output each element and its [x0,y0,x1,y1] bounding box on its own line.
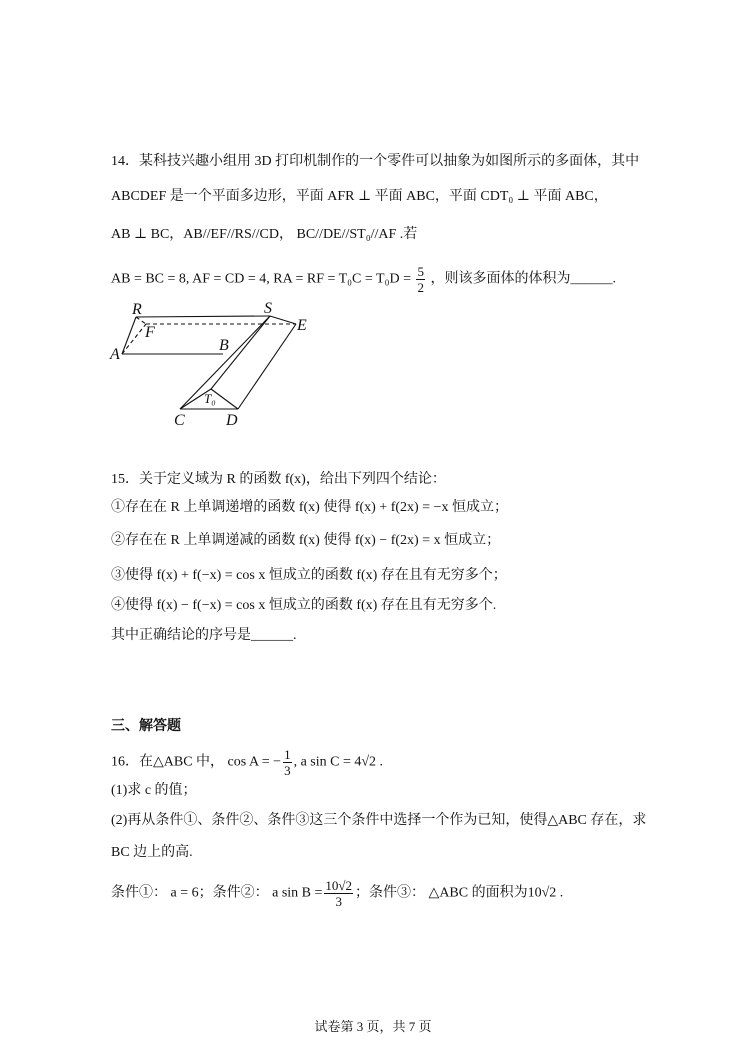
q16-part2b: BC 边上的高. [111,845,193,860]
q16-stem-end: , a sin C = 4√2 . [293,754,384,770]
q14-line4 [111,264,616,295]
q16-part1: (1)求 c 的值； [111,783,197,798]
label-D: D [226,412,238,429]
numerator: 1 [284,747,291,762]
fraction [283,747,292,778]
page-footer: 试卷第 3 页，共 7 页 [314,1019,432,1034]
q15-line1: 15．关于定义域为 R 的函数 f(x)，给出下列四个结论： [111,472,446,487]
q14-question: ，则该多面体的体积为______. [430,271,616,287]
polyhedron-figure [100,295,330,435]
label-F: F [145,324,155,341]
q16-line1 [111,747,383,778]
label-B: B [219,337,229,354]
q15-item3: ③使得 f(x) + f(−x) = cos x 恒成立的函数 f(x) 存在且有无穷多个； [111,568,507,583]
denominator: 2 [417,280,424,295]
label-T0: T₀ [204,391,216,406]
label-E: E [297,317,307,334]
q16-conditions [111,878,563,909]
label-S: S [264,300,272,317]
numerator: 10√2 [325,878,353,893]
denominator: 3 [284,763,291,778]
conditions-end: ；条件③： △ABC 的面积为10√2 . [355,885,564,901]
q14-line3: AB ⊥ BC，AB//EF//RS//CD， BC//DE//ST₀//AF .若 [111,227,418,242]
label-R: R [132,301,142,318]
q14-conditions: AB = BC = 8, AF = CD = 4, RA = RF = T₀C = T₀D = [111,271,411,287]
fraction [416,264,425,295]
q16-stem: 16．在△ABC 中， cos A = − [111,754,282,770]
label-A: A [110,346,120,363]
q16-part2a: (2)再从条件①、条件②、条件③这三个条件中选择一个作为已知，使得△ABC 存在，求 [111,813,647,828]
denominator: 3 [335,894,342,909]
fraction [324,878,353,909]
q15-item1: ①存在在 R 上单调递增的函数 f(x) 使得 f(x) + f(2x) = −x 恒成立； [111,500,508,515]
q15-last: 其中正确结论的序号是______. [111,628,297,643]
q15-item2: ②存在在 R 上单调递减的函数 f(x) 使得 f(x) − f(2x) = x 恒成立； [111,533,501,548]
conditions-start: 条件①： a = 6；条件②： a sin B = [111,885,323,901]
section-title: 三、解答题 [111,719,181,734]
q14-line1: 14．某科技兴趣小组用 3D 打印机制作的一个零件可以抽象为如图所示的多面体，其中 [111,154,640,169]
label-C: C [174,412,185,429]
numerator: 5 [417,264,424,279]
q15-item4: ④使得 f(x) − f(−x) = cos x 恒成立的函数 f(x) 存在且有无穷多个. [111,598,497,613]
q14-line2: ABCDEF 是一个平面多边形，平面 AFR ⊥ 平面 ABC，平面 CDT₀ ⊥ 平面 ABC， [111,189,608,204]
